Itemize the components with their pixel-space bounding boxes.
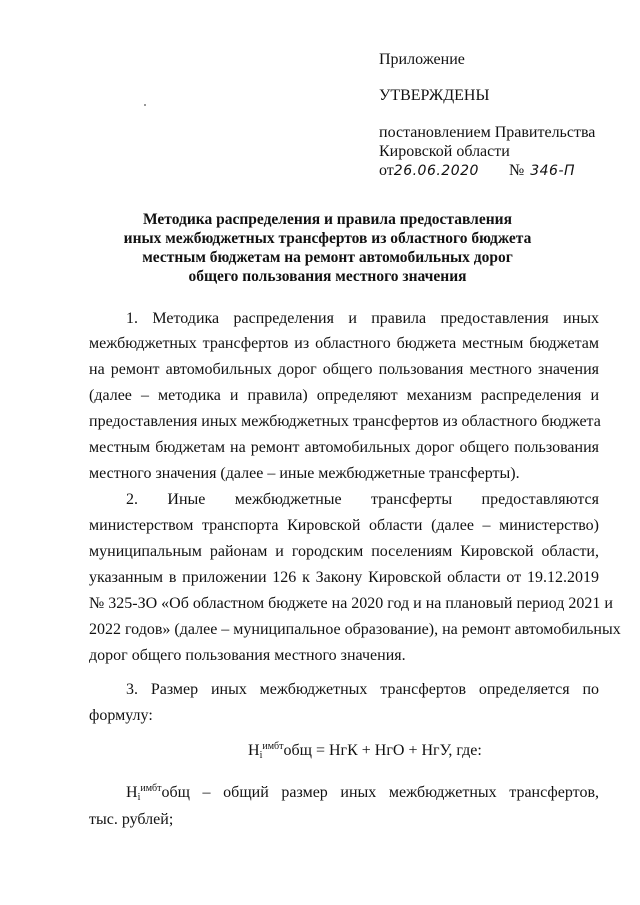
resolution-line-1: постановлением Правительства [379,124,596,141]
definition-subscript: i [137,792,141,803]
paragraph-2-line-7: дорог общего пользования местного значения. [89,647,406,664]
formula-symbol: Н [248,742,260,759]
definition-line-2: тыс. рублей; [89,811,174,828]
paragraph-2-line-2: министерством транспорта Кировской области (далее – министерство) [89,517,599,534]
document-title [110,210,545,286]
scan-speck [144,104,146,106]
formula [248,742,482,760]
paragraph-2-line-1: 2. Иные межбюджетные трансферты предоставляются [126,491,599,508]
date-prefix: от [379,162,394,179]
date-number-line [379,161,575,181]
paragraph-1-line-7: местного значения (далее – иные межбюджетные трансферты). [89,465,520,482]
paragraph-1-line-4: (далее – методика и правила) определяют механизм распределения и [89,387,599,404]
paragraph-3-line-1: 3. Размер иных межбюджетных трансфертов определяется по [126,681,599,698]
title-line-4: общего пользования местного значения [188,268,467,285]
definition-symbol: Н [126,784,138,801]
paragraph-1-line-5: предоставления иных межбюджетных трансфертов из областного бюджета [89,413,601,430]
handwritten-number: 346-П [530,163,576,179]
number-prefix: № [508,162,525,179]
title-line-2: иных межбюджетных трансфертов из областного бюджета [123,230,532,247]
appendix-label: Приложение [379,51,465,68]
paragraph-1-line-6: местным бюджетам на ремонт автомобильных дорог общего пользования [89,439,599,456]
approved-label: УТВЕРЖДЕНЫ [379,87,490,104]
resolution-line-2: Кировской области [379,143,510,160]
paragraph-2-line-3: муниципальным районам и городским поселениям Кировской области, [89,543,599,560]
definition-superscript: имбт [140,783,162,794]
paragraph-1-line-2: межбюджетных трансфертов из областного бюджета местным бюджетам [89,335,599,352]
paragraph-2-line-5: № 325-ЗО «Об областном бюджете на 2020 год и на плановый период 2021 и [89,595,613,612]
paragraph-2-line-4: указанным в приложении 126 к Закону Кировской области от 19.12.2019 [89,569,599,586]
paragraph-1-line-3: на ремонт автомобильных дорог общего пользования местного значения [89,361,599,378]
formula-subscript: i [259,750,263,761]
title-line-1: Методика распределения и правила предоставления [143,211,512,228]
definition-line-1 [126,783,599,803]
formula-superscript: имбт [262,741,284,752]
paragraph-3-line-2: формулу: [89,707,153,724]
definition-text: общ – общий размер иных межбюджетных трансфертов, [161,784,599,801]
title-line-3: местным бюджетам на ремонт автомобильных дорог [142,249,513,266]
handwritten-date: 26.06.2020 [393,163,479,179]
paragraph-2-line-6: 2022 годов» (далее – муниципальное образование), на ремонт автомобильных [89,621,621,638]
paragraph-1-line-1: 1. Методика распределения и правила предоставления иных [126,310,599,327]
formula-expression: общ = НгК + НгО + НгУ, где: [283,742,482,759]
